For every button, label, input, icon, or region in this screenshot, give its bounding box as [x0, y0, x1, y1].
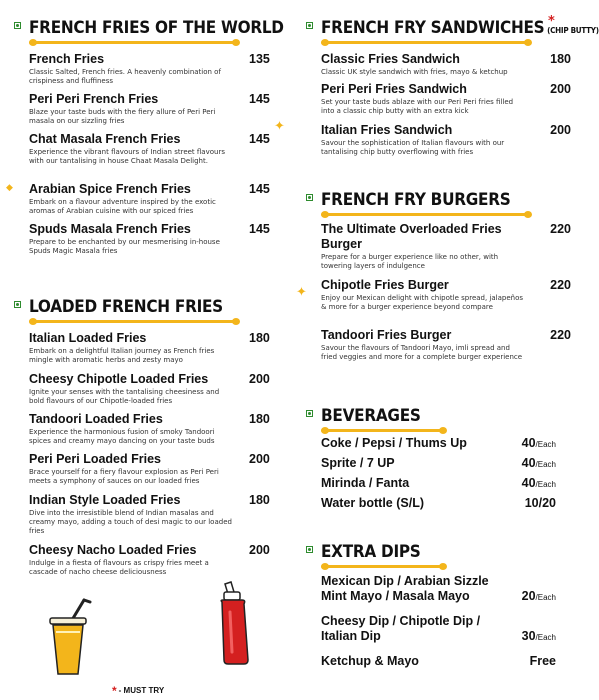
item-price: 200 [550, 82, 571, 96]
menu-item [29, 92, 279, 126]
sparkle-icon: ✦ [274, 119, 285, 134]
price-value: 40 [521, 436, 536, 450]
item-description: Embark on a flavour adventure inspired by the exotic aromas of Arabian cuisine with our spiced fries [29, 198, 216, 215]
section-title [321, 18, 599, 38]
menu-item [29, 452, 279, 486]
item-name: Chat Masala French Fries [29, 132, 181, 146]
item-name: Spuds Masala French Fries [29, 222, 191, 236]
item-name: Chipotle Fries Burger [321, 278, 449, 292]
menu-item [321, 278, 579, 312]
item-name: Cheesy Chipotle Loaded Fries [29, 372, 209, 386]
price-value: 30 [521, 629, 536, 643]
menu-item [321, 222, 579, 271]
soft-drink-cup-icon [44, 598, 94, 678]
item-name: Tandoori Fries Burger [321, 328, 452, 342]
menu-item [321, 123, 579, 157]
section-header [14, 18, 284, 50]
footer-label: - MUST TRY [118, 686, 165, 695]
sparkle-icon: ◆ [6, 183, 13, 193]
section-title: LOADED FRENCH FRIES [29, 297, 223, 317]
section-beverages [306, 406, 564, 510]
item-price: 145 [249, 92, 270, 106]
item-price: 200 [550, 123, 571, 137]
section-header [306, 406, 564, 438]
item-name: Mirinda / Fanta [321, 476, 410, 490]
price-unit: /Each [535, 440, 556, 449]
item-description: Classic Salted, French fries. A heavenly combination of crispiness and fluffiness [29, 68, 221, 85]
menu-item [321, 328, 579, 362]
beverage-row [321, 436, 564, 451]
item-name: Cheesy Nacho Loaded Fries [29, 543, 197, 557]
price-value: 40 [521, 456, 536, 470]
section-title: EXTRA DIPS [321, 542, 421, 562]
item-name: French Fries [29, 52, 105, 66]
section-title: BEVERAGES [321, 406, 421, 426]
item-name: Mexican Dip / Arabian Sizzle Mint Mayo / Masala Mayo [321, 574, 489, 603]
item-price: Free [529, 654, 556, 668]
item-description: Dive into the irresistible blend of Indian masalas and creamy mayo, adding a touch of desi magic to our loaded fries [29, 509, 232, 535]
veg-indicator-icon [306, 546, 313, 553]
price-value: 20 [521, 589, 536, 603]
price-value: 40 [521, 476, 536, 490]
must-try-star-icon: * [112, 684, 117, 698]
item-name: Italian Fries Sandwich [321, 123, 453, 137]
section-title-text: FRENCH FRY SANDWICHES [321, 18, 545, 38]
price-unit: /Each [535, 460, 556, 469]
menu-item [29, 331, 279, 365]
item-description: Prepare for a burger experience like no other, with towering layers of indulgence [321, 253, 499, 270]
item-name: Water bottle (S/L) [321, 496, 425, 510]
beverage-row [321, 456, 564, 471]
item-price: 145 [249, 132, 270, 146]
item-name: Sprite / 7 UP [321, 456, 395, 470]
section-header [14, 297, 264, 329]
footer-must-try-legend [112, 684, 164, 698]
item-price: 220 [550, 328, 571, 342]
veg-indicator-icon [14, 22, 21, 29]
item-description: Blaze your taste buds with the fiery allure of Peri Peri masala on our sizzling fries [29, 108, 216, 125]
veg-indicator-icon [306, 22, 313, 29]
item-name: Peri Peri Loaded Fries [29, 452, 161, 466]
section-underline [321, 565, 441, 568]
item-name: Peri Peri French Fries [29, 92, 159, 106]
section-fry-burgers [306, 190, 571, 361]
item-price [522, 456, 556, 472]
item-description: Experience the vibrant flavours of Indian street flavours with our tantalising in house Chaat Masala Delight. [29, 148, 225, 165]
menu-item [29, 543, 279, 577]
item-price: 220 [550, 222, 571, 236]
item-price: 180 [249, 412, 270, 426]
item-name: Classic Fries Sandwich [321, 52, 460, 66]
item-price: 180 [249, 331, 270, 345]
item-name: Tandoori Loaded Fries [29, 412, 163, 426]
section-fries-of-the-world [14, 18, 284, 255]
item-price: 220 [550, 278, 571, 292]
section-underline [321, 41, 526, 44]
item-description: Ignite your senses with the tantalising cheesiness and bold flavours of our Chipotle-loaded fries [29, 388, 220, 405]
menu-item [29, 412, 279, 446]
item-price: 145 [249, 222, 270, 236]
item-price: 200 [249, 543, 270, 557]
menu-item [29, 132, 279, 166]
menu-item [29, 52, 279, 86]
section-underline [29, 320, 234, 323]
item-description: Enjoy our Mexican delight with chipotle spread, jalapeños & more for a burger experience beyond compare [321, 294, 524, 311]
section-header [306, 18, 599, 50]
item-name: Ketchup & Mayo [321, 654, 419, 668]
beverage-row [321, 496, 564, 511]
item-description: Savour the sophistication of Italian flavours with our tantalising chip butty overflowing with fries [321, 139, 505, 156]
item-description: Classic UK style sandwich with fries, mayo & ketchup [321, 68, 508, 76]
section-extra-dips [306, 542, 564, 668]
section-underline [321, 213, 526, 216]
item-price: 200 [249, 452, 270, 466]
price-unit: /Each [535, 593, 556, 602]
item-price: 145 [249, 182, 270, 196]
menu-item [321, 52, 579, 77]
item-price: 10/20 [524, 496, 556, 510]
veg-indicator-icon [306, 194, 313, 201]
item-description: Savour the flavours of Tandoori Mayo, imli spread and fried veggies and more for a complete burger experience [321, 344, 523, 361]
section-header [306, 190, 564, 222]
item-name: Indian Style Loaded Fries [29, 493, 181, 507]
ketchup-bottle-icon [216, 580, 266, 666]
sparkle-icon: ✦ [296, 285, 307, 300]
item-description: Embark on a delightful Italian journey as French fries mingle with aromatic herbs and zesty mayo [29, 347, 215, 364]
item-price [522, 589, 556, 605]
section-title: FRENCH FRIES OF THE WORLD [29, 18, 284, 38]
item-description: Set your taste buds ablaze with our Peri Peri fries filled into a classic chip butty with an extra kick [321, 98, 514, 115]
item-price: 135 [249, 52, 270, 66]
section-header [306, 542, 564, 574]
item-price: 200 [249, 372, 270, 386]
menu-item [321, 82, 579, 116]
dip-row [321, 654, 564, 669]
item-price [522, 436, 556, 452]
menu-item [29, 372, 279, 406]
item-price [522, 476, 556, 492]
item-price: 180 [249, 493, 270, 507]
section-fry-sandwiches [306, 18, 599, 156]
item-name: Italian Loaded Fries [29, 331, 147, 345]
item-name: Coke / Pepsi / Thums Up [321, 436, 467, 450]
beverage-row [321, 476, 564, 491]
item-name: Peri Peri Fries Sandwich [321, 82, 467, 96]
price-unit: /Each [535, 480, 556, 489]
section-title: FRENCH FRY BURGERS [321, 190, 511, 210]
menu-item [29, 493, 279, 536]
menu-item [29, 222, 279, 256]
section-subtitle: (CHIP BUTTY) [547, 26, 599, 35]
item-name: Arabian Spice French Fries [29, 182, 191, 196]
section-underline [29, 41, 234, 44]
item-description: Brace yourself for a fiery flavour explosion as Peri Peri meets a symphony of sauces on our loaded fries [29, 468, 219, 485]
item-price [522, 629, 556, 645]
dip-row [321, 574, 564, 604]
menu-item [29, 182, 279, 216]
dip-row [321, 614, 564, 644]
item-description: Experience the harmonious fusion of smoky Tandoori spices and creamy mayo dancing on your taste buds [29, 428, 215, 445]
must-try-star-icon: * [548, 14, 555, 29]
veg-indicator-icon [14, 301, 21, 308]
item-name: Cheesy Dip / Chipotle Dip / Italian Dip [321, 614, 481, 643]
section-loaded-fries [14, 297, 270, 576]
section-underline [321, 429, 441, 432]
item-description: Indulge in a fiesta of flavours as crispy fries meet a cascade of nacho cheese deliciousness [29, 559, 209, 576]
item-description: Prepare to be enchanted by our mesmerising in-house Spuds Magic Masala fries [29, 238, 220, 255]
veg-indicator-icon [306, 410, 313, 417]
price-unit: /Each [535, 633, 556, 642]
item-name: The Ultimate Overloaded Fries Burger [321, 222, 502, 251]
item-price: 180 [550, 52, 571, 66]
